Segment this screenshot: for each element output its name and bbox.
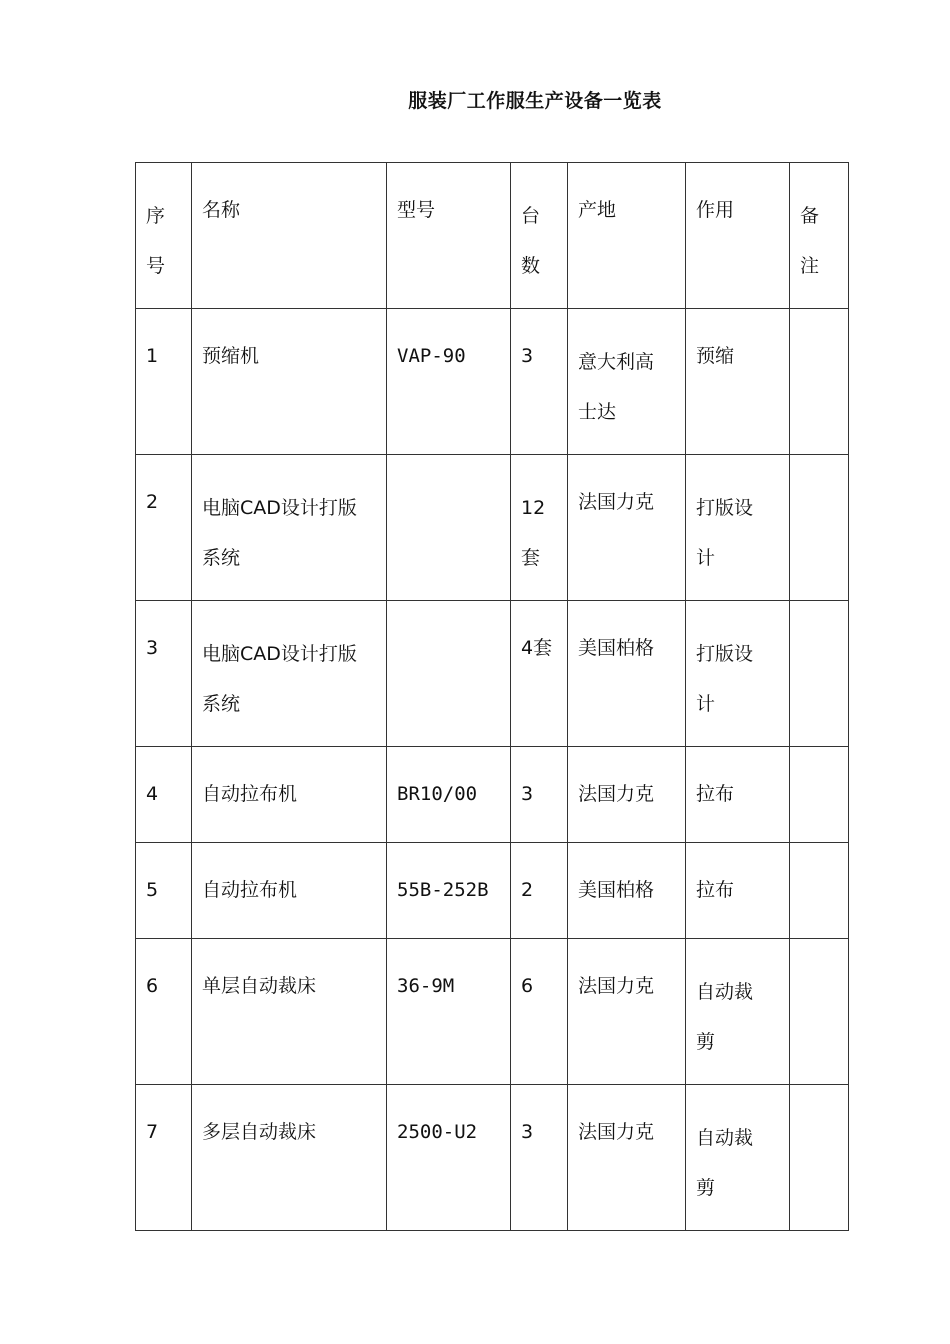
cell-origin: 法国力克 xyxy=(568,455,686,601)
cell-origin: 美国柏格 xyxy=(568,601,686,747)
cell-origin: 法国力克 xyxy=(568,939,686,1085)
cell-name: 多层自动裁床 xyxy=(192,1085,387,1231)
cell-use: 预缩 xyxy=(686,309,790,455)
table-row xyxy=(136,309,849,455)
cell-name: 自动拉布机 xyxy=(192,747,387,843)
cell-count: 2 xyxy=(511,843,568,939)
cell-seq: 7 xyxy=(136,1085,192,1231)
cell-seq: 6 xyxy=(136,939,192,1085)
cell-note xyxy=(790,309,849,455)
cell-seq: 4 xyxy=(136,747,192,843)
cell-note xyxy=(790,1085,849,1231)
cell-count: 3 xyxy=(511,747,568,843)
header-count: 台数 xyxy=(511,163,568,309)
header-use: 作用 xyxy=(686,163,790,309)
cell-use: 自动裁剪 xyxy=(686,939,790,1085)
cell-seq: 1 xyxy=(136,309,192,455)
header-name: 名称 xyxy=(192,163,387,309)
cell-seq: 3 xyxy=(136,601,192,747)
cell-model: 55B-252B xyxy=(387,843,511,939)
cell-count: 12套 xyxy=(511,455,568,601)
cell-use: 打版设计 xyxy=(686,601,790,747)
header-note: 备注 xyxy=(790,163,849,309)
cell-use: 拉布 xyxy=(686,843,790,939)
table-row xyxy=(136,843,849,939)
page-title: 服装厂工作服生产设备一览表 xyxy=(408,90,662,112)
cell-seq: 2 xyxy=(136,455,192,601)
table-row xyxy=(136,601,849,747)
cell-name: 单层自动裁床 xyxy=(192,939,387,1085)
header-origin: 产地 xyxy=(568,163,686,309)
cell-name: 电脑CAD设计打版系统 xyxy=(192,601,387,747)
header-model: 型号 xyxy=(387,163,511,309)
cell-name: 电脑CAD设计打版系统 xyxy=(192,455,387,601)
cell-note xyxy=(790,455,849,601)
cell-origin: 意大利高士达 xyxy=(568,309,686,455)
cell-name: 预缩机 xyxy=(192,309,387,455)
cell-model xyxy=(387,455,511,601)
cell-use: 自动裁剪 xyxy=(686,1085,790,1231)
table-row xyxy=(136,1085,849,1231)
cell-model: 2500-U2 xyxy=(387,1085,511,1231)
cell-origin: 法国力克 xyxy=(568,747,686,843)
cell-origin: 美国柏格 xyxy=(568,843,686,939)
cell-model: 36-9M xyxy=(387,939,511,1085)
cell-note xyxy=(790,843,849,939)
cell-count: 6 xyxy=(511,939,568,1085)
cell-note xyxy=(790,601,849,747)
cell-name: 自动拉布机 xyxy=(192,843,387,939)
cell-note xyxy=(790,939,849,1085)
cell-count: 3 xyxy=(511,309,568,455)
cell-model: BR10/00 xyxy=(387,747,511,843)
cell-note xyxy=(790,747,849,843)
cell-use: 打版设计 xyxy=(686,455,790,601)
cell-use: 拉布 xyxy=(686,747,790,843)
cell-model: VAP-90 xyxy=(387,309,511,455)
cell-count: 3 xyxy=(511,1085,568,1231)
cell-model xyxy=(387,601,511,747)
cell-origin: 法国力克 xyxy=(568,1085,686,1231)
table-header-row xyxy=(136,163,849,309)
header-seq: 序号 xyxy=(136,163,192,309)
table-row xyxy=(136,939,849,1085)
cell-count: 4套 xyxy=(511,601,568,747)
equipment-table xyxy=(135,162,849,1231)
table-row xyxy=(136,747,849,843)
cell-seq: 5 xyxy=(136,843,192,939)
table-row xyxy=(136,455,849,601)
